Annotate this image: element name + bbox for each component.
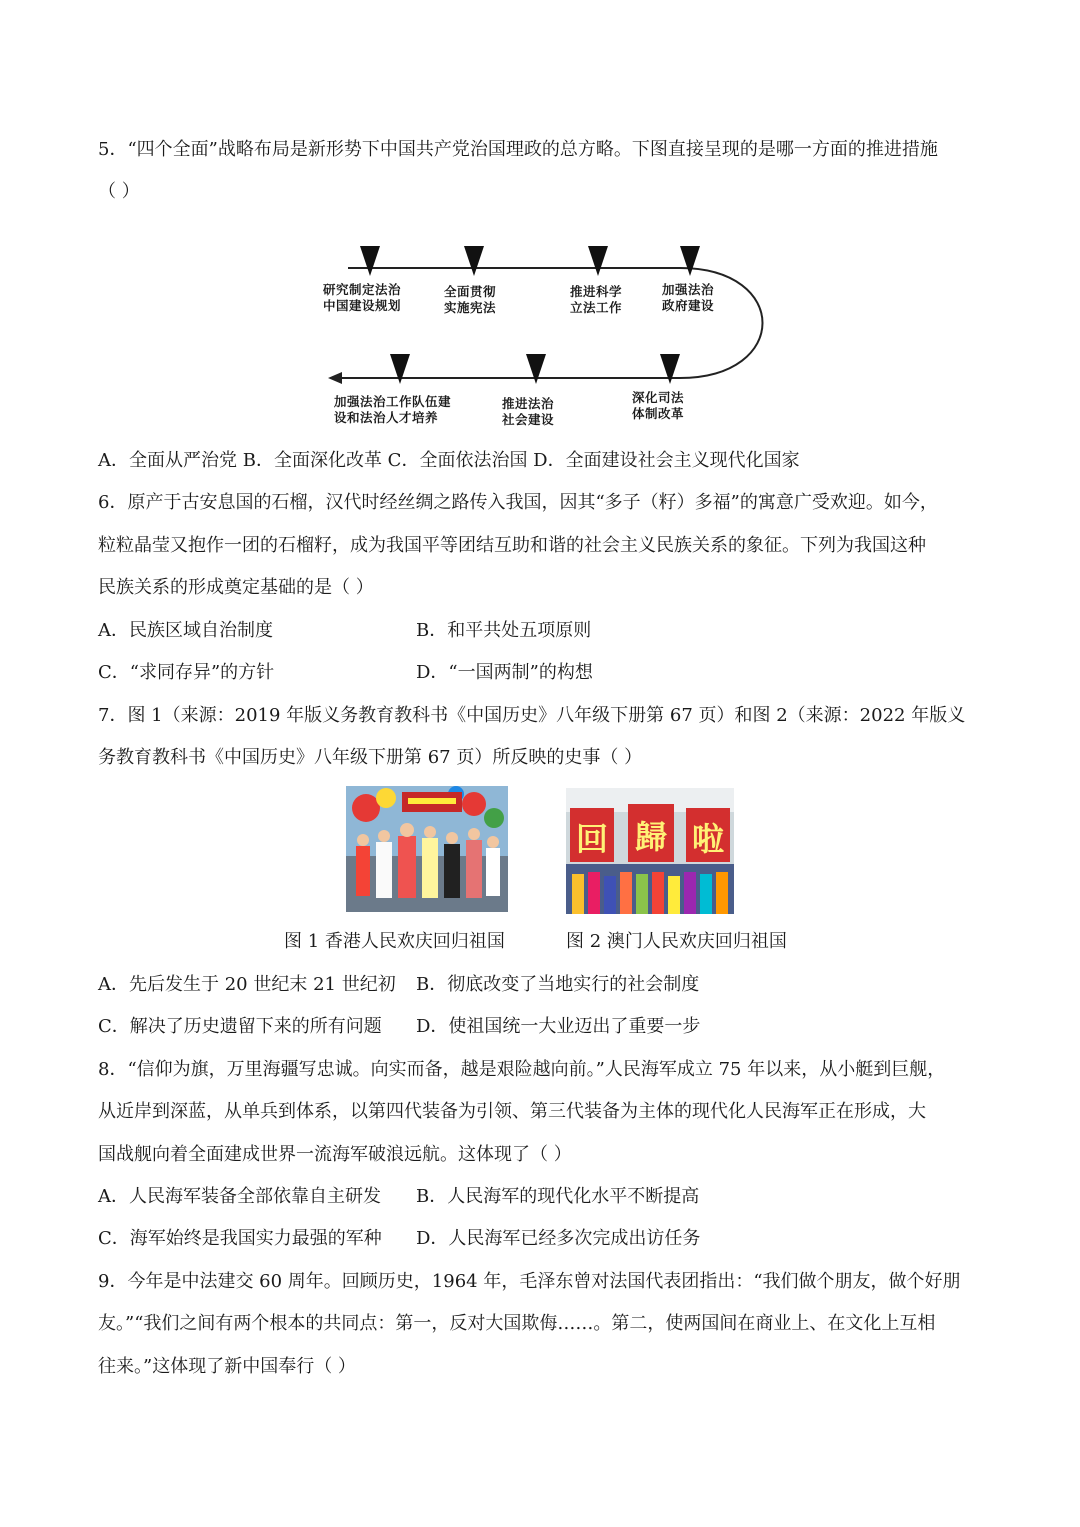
marker-triangle-icon: [360, 246, 380, 276]
q7-stem-line1: 7．图 1（来源：2019 年版义务教育教科书《中国历史》八年级下册第 67 页）和图 2（来源：2022 年版义: [98, 705, 966, 726]
q5-rule-of-law-diagram: [320, 238, 780, 438]
q9-stem-line1: 9．今年是中法建交 60 周年。回顾历史，1964 年，毛泽东曾对法国代表团指出：“我们做个朋友，做个好朋: [98, 1271, 961, 1292]
marker-triangle-icon: [390, 354, 410, 384]
q7-option-d: D．使祖国统一大业迈出了重要一步: [416, 1016, 701, 1037]
q9-stem-line2: 友。”“我们之间有两个根本的共同点：第一，反对大国欺侮……。第二，使两国间在商业上、在文化上互相: [98, 1313, 936, 1334]
q8-option-b: B．人民海军的现代化水平不断提高: [416, 1186, 700, 1207]
q8-stem-line2: 从近岸到深蓝，从单兵到体系，以第四代装备为引领、第三代装备为主体的现代化人民海军正在形成，大: [98, 1101, 926, 1122]
marker-triangle-icon: [526, 354, 546, 384]
flow-arrowhead-icon: [328, 372, 342, 384]
marker-triangle-icon: [588, 246, 608, 276]
q6-stem-line3: 民族关系的形成奠定基础的是（ ）: [98, 577, 374, 598]
q8-option-a: A．人民海军装备全部依靠自主研发: [98, 1186, 381, 1207]
q5-options: A．全面从严治党 B．全面深化改革 C．全面依法治国 D．全面建设社会主义现代化国家: [98, 450, 800, 471]
sign-char-2: 歸: [634, 818, 667, 856]
sign-char-1: 回: [575, 820, 608, 858]
sign-char-3: 啦: [691, 820, 724, 858]
q6-stem-line2: 粒粒晶莹又抱作一团的石榴籽，成为我国平等团结互助和谐的社会主义民族关系的象征。下列为我国这种: [98, 535, 926, 556]
diagram-step-3: 推进科学 立法工作: [570, 284, 623, 315]
q6-option-b: B．和平共处五项原则: [416, 620, 592, 641]
q7-option-a: A．先后发生于 20 世纪末 21 世纪初: [98, 974, 396, 995]
q9-stem-line3: 往来。”这体现了新中国奉行（ ）: [98, 1356, 356, 1377]
q5-stem-line2: （ ）: [98, 181, 140, 202]
marker-triangle-icon: [464, 246, 484, 276]
diagram-step-4: 加强法治 政府建设: [662, 282, 715, 313]
diagram-step-2: 全面贯彻 实施宪法: [444, 284, 497, 315]
q7-stem-line2: 务教育教科书《中国历史》八年级下册第 67 页）所反映的史事（ ）: [98, 747, 643, 768]
diagram-step-1: 研究制定法治 中国建设规划: [323, 282, 402, 313]
figure-1-caption: 图 1 香港人民欢庆回归祖国: [284, 931, 505, 952]
q5-stem-line1: 5．“四个全面”战略布局是新形势下中国共产党治国理政的总方略。下图直接呈现的是哪一方面的推进措施: [98, 139, 938, 160]
marker-triangle-icon: [680, 246, 700, 276]
q6-option-d: D．“一国两制”的构想: [416, 662, 593, 683]
q8-stem-line1: 8．“信仰为旗，万里海疆写忠诚。向实而备，越是艰险越向前。”人民海军成立 75 年以来，从小艇到巨舰，: [98, 1059, 946, 1080]
marker-triangle-icon: [660, 354, 680, 384]
q8-option-c: C．海军始终是我国实力最强的军种: [98, 1228, 382, 1249]
figure-2-photo: [566, 788, 734, 914]
q8-stem-line3: 国战舰向着全面建成世界一流海军破浪远航。这体现了（ ）: [98, 1144, 572, 1165]
diagram-step-5: 深化司法 体制改革: [632, 390, 685, 421]
q6-stem-line1: 6．原产于古安息国的石榴，汉代时经丝绸之路传入我国，因其“多子（籽）多福”的寓意广受欢迎。如今，: [98, 492, 938, 513]
q7-option-c: C．解决了历史遗留下来的所有问题: [98, 1016, 382, 1037]
q6-option-c: C．“求同存异”的方针: [98, 662, 275, 683]
figure-1-photo: [346, 786, 508, 912]
figure-2-caption: 图 2 澳门人民欢庆回归祖国: [566, 931, 787, 952]
diagram-step-7: 加强法治工作队伍建 设和法治人才培养: [334, 394, 452, 425]
q7-option-b: B．彻底改变了当地实行的社会制度: [416, 974, 700, 995]
q6-option-a: A．民族区域自治制度: [98, 620, 273, 641]
diagram-step-6: 推进法治 社会建设: [502, 396, 555, 427]
q8-option-d: D．人民海军已经多次完成出访任务: [416, 1228, 701, 1249]
